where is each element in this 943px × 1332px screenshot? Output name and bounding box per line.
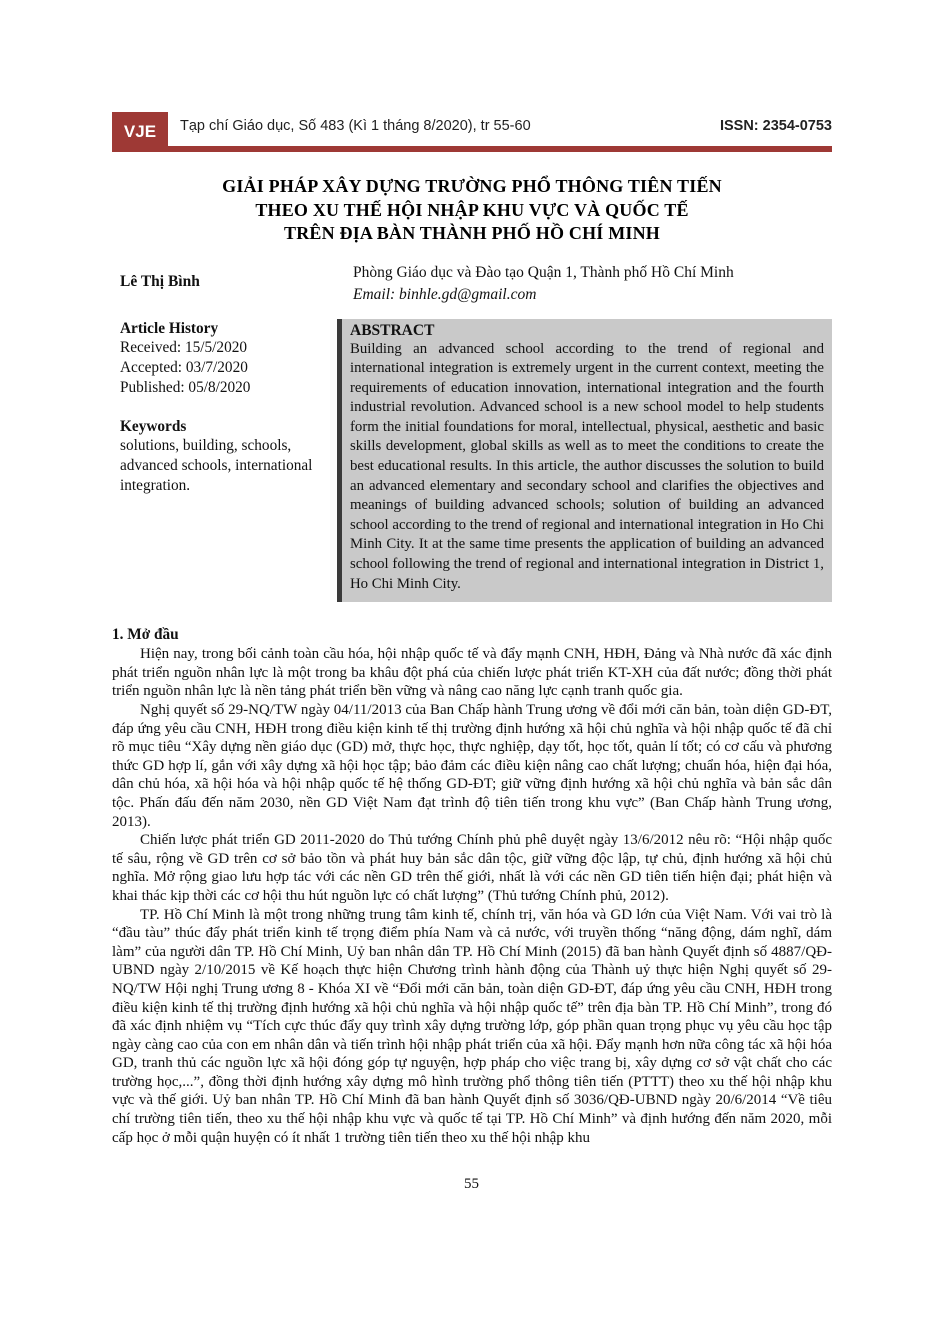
article-title — [112, 175, 832, 246]
meta-and-abstract — [112, 319, 832, 603]
article-body — [112, 626, 832, 1147]
issn-label: ISSN: 2354-0753 — [719, 118, 832, 134]
page-content — [112, 112, 832, 1147]
article-meta-column — [112, 319, 337, 496]
author-email: Email: binhle.gd@gmail.com — [353, 285, 537, 303]
author-details — [353, 262, 832, 306]
published-date: Published: 05/8/2020 — [120, 378, 251, 396]
article-history-heading: Article History — [120, 319, 219, 337]
body-paragraph: Hiện nay, trong bối cảnh toàn cầu hóa, hội nhập quốc tế và đẩy mạnh CNH, HĐH, Đảng và Nhà nước đã xác định phát triển nguồn nhân lực là một trong ba khâu đột phá của chiến lược phát triển KT-XH của đất nước; đồng thời phát triển nguồn nhân lực là nền tảng phát triển bền vững và nâng cao năng lực cạnh tranh quốc gia. — [112, 646, 832, 700]
section-heading-1: 1. Mở đầu — [112, 626, 179, 644]
meta-spacer — [120, 398, 337, 417]
journal-issue-info: Tạp chí Giáo dục, Số 483 (Kì 1 tháng 8/2020), tr 55-60 — [180, 118, 531, 134]
body-paragraph: TP. Hồ Chí Minh là một trong những trung tâm kinh tế, chính trị, văn hóa và GD lớn của Việt Nam. Với vai trò là “đầu tàu” thúc đẩy phát triển kinh tế trọng điểm phía Nam và cả nước, với truyền thống “năng động, dám nghĩ, dám làm” của người dân TP. Hồ Chí Minh, Uỷ ban nhân dân TP. Hồ Chí Minh (2015) đã ban hành Quyết định số 4887/QĐ-UBND ngày 2/10/2015 về Kế hoạch thực hiện Chương trình hành động của Thành uỷ thực hiện Nghị quyết số 29-NQ/TW Hội nghị Trung ương 8 - Khóa XI về “Đổi mới căn bản, toàn diện GD-ĐT, đáp ứng yêu cầu CNH, HĐH trong điều kiện kinh tế thị trường định hướng xã hội chủ nghĩa và hội nhập quốc tế” trên địa bàn TP. Hồ Chí Minh”, trong đó đã xác định nhiệm vụ “Tích cực thúc đẩy quy trình xây dựng trường lớp, góp phần quan trọng phục vụ yêu cầu học tập ngày càng cao của con em nhân dân và tiến trình hội nhập phát triển của xã hội. Đẩy mạnh hơn nữa công tác xã hội hóa GD, tranh thủ các nguồn lực xã hội đóng góp tự nguyện, hợp pháp cho việc trang bị, xây dựng cơ sở vật chất cho các trường học,...”, đồng thời định hướng xây dựng mô hình trường phổ thông tiên tiến (PTTT) theo xu thế hội nhập khu vực và thế giới. Uỷ ban nhân TP. Hồ Chí Minh đã ban hành Quyết định số 3036/QĐ-UBND ngày 20/6/2014 “Về tiêu chí trường tiên tiến, theo xu thế hội nhập khu vực và quốc tế tại TP. Hồ Chí Minh” và định hướng đến năm 2020, mỗi cấp học ở mỗi quận huyện có ít nhất 1 trường tiên tiến theo xu thế hội nhập khu — [112, 906, 832, 1146]
author-name: Lê Thị Bình — [120, 272, 200, 290]
journal-header — [112, 112, 832, 152]
article-title-line-2: THEO XU THẾ HỘI NHẬP KHU VỰC VÀ QUỐC TẾ — [255, 199, 689, 220]
article-title-line-3: TRÊN ĐỊA BÀN THÀNH PHỐ HỒ CHÍ MINH — [283, 223, 660, 243]
author-affiliation: Phòng Giáo dục và Đào tạo Quận 1, Thành phố Hồ Chí Minh — [353, 263, 734, 281]
keywords-list: solutions, building, schools, advanced schools, international integration. — [120, 437, 313, 495]
journal-logo: VJE — [112, 112, 168, 152]
body-paragraph: Nghị quyết số 29-NQ/TW ngày 04/11/2013 của Ban Chấp hành Trung ương về đổi mới căn bản, toàn diện GD-ĐT, đáp ứng yêu cầu CNH, HĐH trong điều kiện kinh tế thị trường định hướng xã hội chủ nghĩa và hội nhập quốc tế đã chỉ rõ mục tiêu “Xây dựng nền giáo dục (GD) mở, thực học, thực nghiệp, dạy tốt, học tốt, quản lí tốt; có cơ cấu và phương thức GD hợp lí, gắn với xây dựng xã hội học tập; bảo đảm các điều kiện nâng cao chất lượng; chuẩn hóa, hiện đại hóa, dân chủ hóa, xã hội hóa và hội nhập quốc tế hệ thống GD-ĐT; giữ vững định hướng xã hội chủ nghĩa và bản sắc dân tộc. Phấn đấu đến năm 2030, nền GD Việt Nam đạt trình độ tiên tiến trong khu vực” (Ban Chấp hành Trung ương, 2013). — [112, 702, 832, 830]
accepted-date: Accepted: 03/7/2020 — [120, 359, 248, 377]
page-number: 55 — [464, 1176, 479, 1192]
header-rule — [112, 146, 832, 152]
body-paragraph: Chiến lược phát triển GD 2011-2020 do Thủ tướng Chính phủ phê duyệt ngày 13/6/2012 nêu rõ: “Hội nhập quốc tế sâu, rộng về GD trên cơ sở bảo tồn và phát huy bản sắc dân tộc, giữ vững độc lập, tự chủ, định hướng xã hội chủ nghĩa. Mở rộng giao lưu hợp tác với các nền GD trên thế giới, nhất là với các nền GD tiên tiến hiện đại; phát hiện và khai thác kịp thời các cơ hội thu hút nguồn lực có chất lượng” (Thủ tướng Chính phủ, 2012). — [112, 832, 832, 904]
abstract-text: Building an advanced school according to the trend of regional and international integration is extremely urgent in the current context, meeting the requirements of education innovation, international integration and the fourth industrial revolution. Advanced school is a new school model to help students form the initial foundations for moral, intellectual, physical, aesthetic and basic skills development, global skills as well as to meet the conditions to create the best educational results. In this article, the author discusses the solution to build an advanced elementary and secondary school and clarifies the objectives and meanings of building advanced schools; solution of building an advanced school according to the trend of regional and international integration in Ho Chi Minh City. It at the same time presents the application of building an advanced school following the trend of regional and international integration in District 1, Ho Chi Minh City. — [350, 340, 824, 592]
article-title-line-1: GIẢI PHÁP XÂY DỰNG TRƯỜNG PHỔ THÔNG TIÊN TIẾN — [222, 176, 722, 196]
received-date: Received: 15/5/2020 — [120, 339, 248, 357]
author-block — [112, 262, 832, 306]
keywords-heading: Keywords — [120, 417, 187, 435]
abstract-box — [337, 319, 832, 603]
abstract-heading: ABSTRACT — [350, 321, 435, 339]
